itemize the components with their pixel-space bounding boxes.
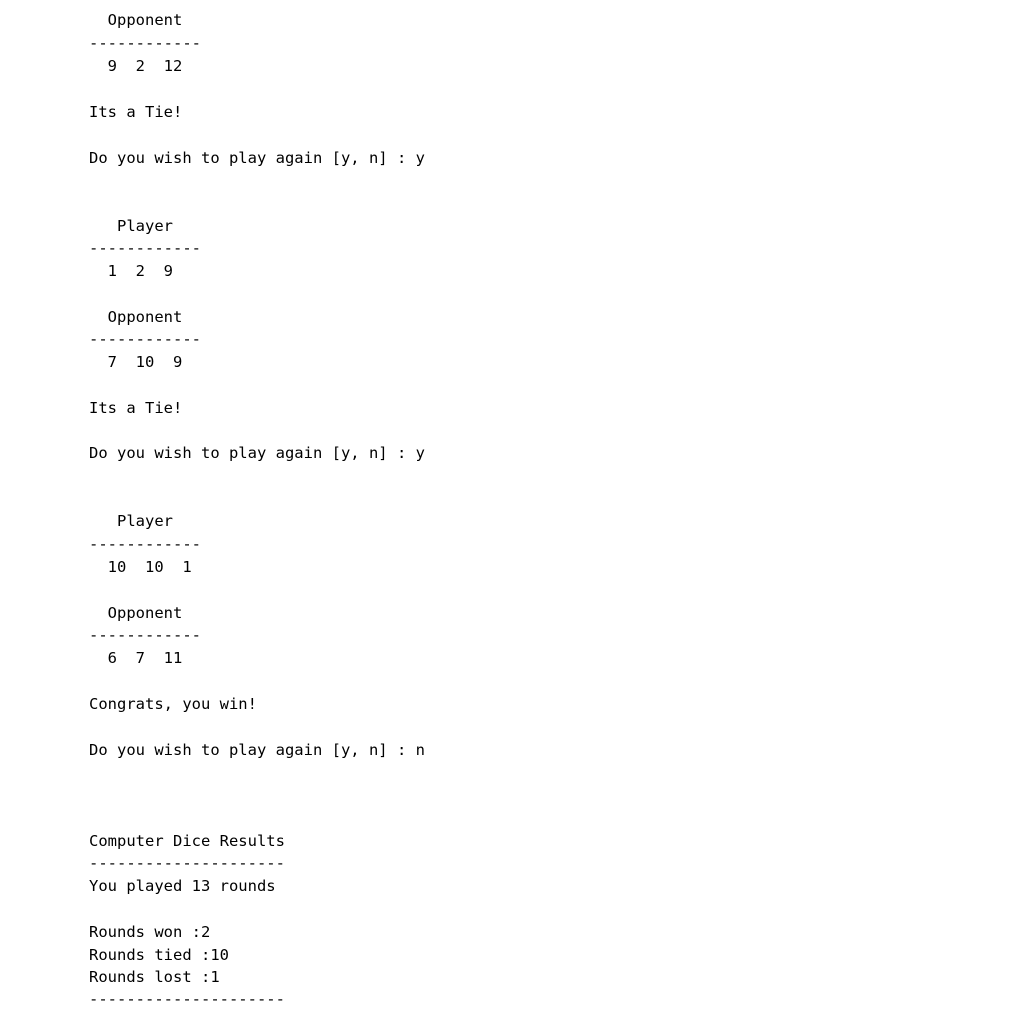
opponent-dice: 6 7 11 [89,649,183,667]
opponent-header: Opponent [89,11,183,29]
separator: --------------------- [89,990,285,1008]
player-header: Player [89,512,173,530]
round-result: Its a Tie! [89,399,183,417]
opponent-dice: 9 2 12 [89,57,183,75]
player-dice: 10 10 1 [89,558,192,576]
play-again-prompt: Do you wish to play again [y, n] : n [89,741,425,759]
opponent-header: Opponent [89,308,183,326]
opponent-dice: 7 10 9 [89,353,183,371]
separator: ------------ [89,626,201,644]
separator: ------------ [89,34,201,52]
separator: ------------ [89,239,201,257]
separator: ------------ [89,535,201,553]
play-again-prompt: Do you wish to play again [y, n] : y [89,444,425,462]
round-result: Its a Tie! [89,103,183,121]
round-result: Congrats, you win! [89,695,257,713]
play-again-prompt: Do you wish to play again [y, n] : y [89,149,425,167]
opponent-header: Opponent [89,604,183,622]
player-header: Player [89,217,173,235]
separator: ------------ [89,330,201,348]
results-title: Computer Dice Results [89,832,285,850]
rounds-won: Rounds won :2 [89,923,211,941]
player-dice: 1 2 9 [89,262,173,280]
rounds-played: You played 13 rounds [89,877,276,895]
rounds-tied: Rounds tied :10 [89,946,229,964]
separator: --------------------- [89,854,285,872]
rounds-lost: Rounds lost :1 [89,968,220,986]
